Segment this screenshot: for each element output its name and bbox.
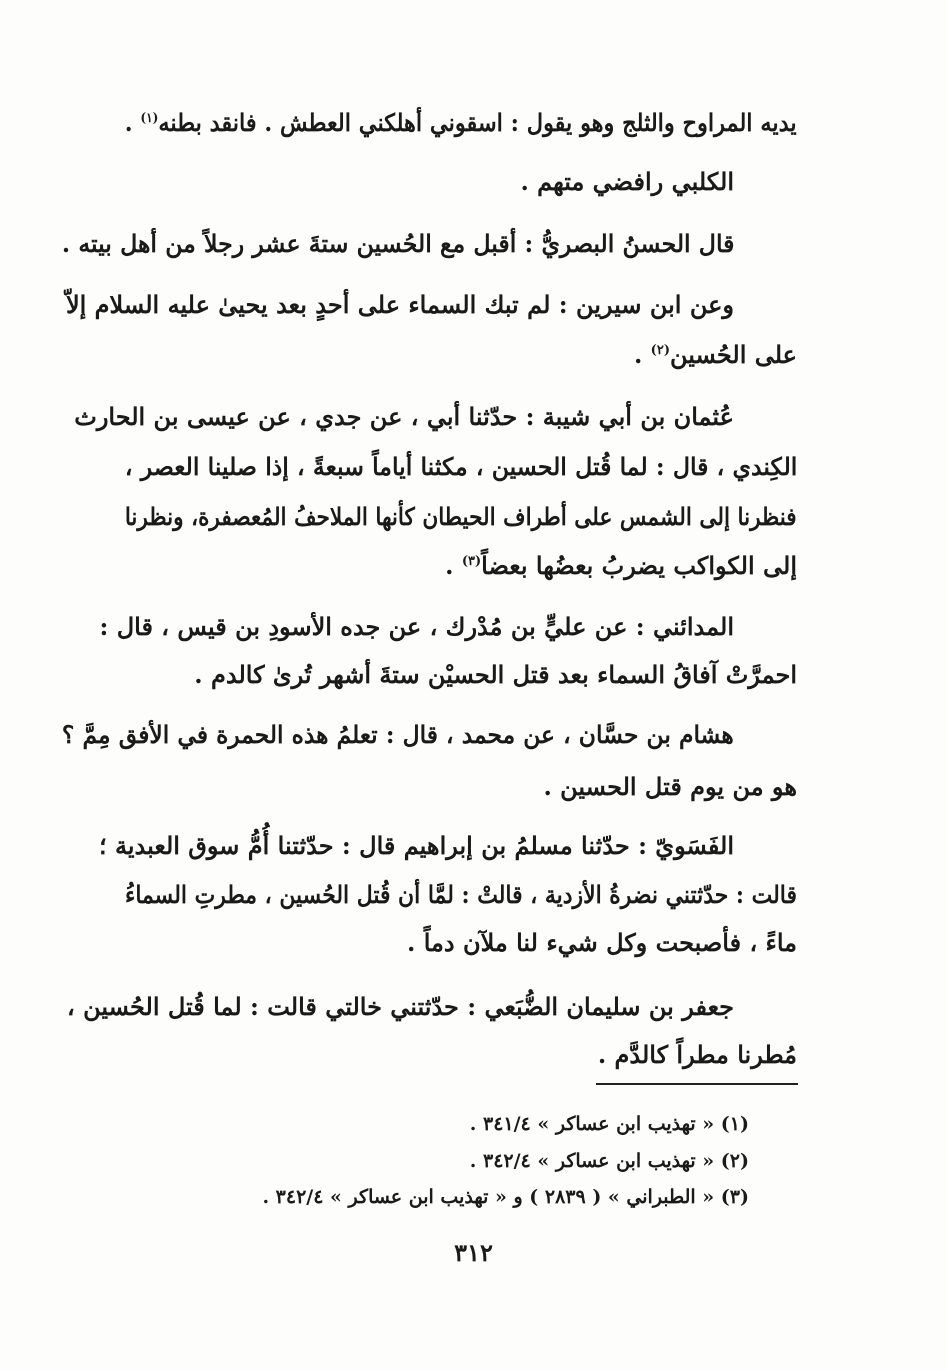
text-line <box>61 229 734 258</box>
line-end: . <box>445 551 462 580</box>
text-line <box>99 831 734 860</box>
line-text: جعفر بن سليمان الضُّبَعي : حدّثتني خالتي قالت : لما قُتل الحُسين ، <box>67 992 734 1021</box>
text-line <box>66 290 734 319</box>
footnote-ref: (٣) <box>461 554 482 569</box>
footnote-2: (٢) « تهذيب ابن عساكر » ٣٤٢/٤ . <box>469 1150 749 1172</box>
text-line <box>445 551 797 580</box>
text-line <box>407 928 797 957</box>
text-line <box>74 402 734 431</box>
page-number: ٣١٢ <box>454 1238 493 1267</box>
line-text: عُثمان بن أبي شيبة : حدّثنا أبي ، عن جدي ، عن عيسى بن الحارث <box>74 402 734 431</box>
text-line <box>598 1040 797 1069</box>
line-text: هو من يوم قتل الحسين . <box>543 772 797 801</box>
text-line <box>62 720 734 749</box>
line-text: الكلبي رافضي متهم . <box>520 167 734 196</box>
text-line <box>125 452 797 481</box>
footnote-ref: (٢) <box>650 343 670 358</box>
text-line <box>125 502 797 531</box>
line-text: فنظرنا إلى الشمس على أطراف الحيطان كأنها الملاحفُ المُعصفرة، ونظرنا <box>125 502 797 531</box>
text-line <box>543 772 797 801</box>
line-text: وعن ابن سيرين : لم تبك السماء على أحدٍ بعد يحيىٰ عليه السلام إلاّ <box>65 290 734 319</box>
footnote-1: (١) « تهذيب ابن عساكر » ٣٤١/٤ . <box>469 1113 749 1135</box>
line-text: الفَسَويّ : حدّثنا مسلمُ بن إبراهيم قال : حدّثتنا أُمُّ سوق العبدية ؛ <box>99 831 734 860</box>
text-line <box>125 880 797 909</box>
line-end: . <box>125 108 141 137</box>
line-text: إلى الكواكب يضربُ بعضُها بعضاً <box>481 551 797 580</box>
text-line <box>194 660 797 689</box>
line-text: الكِندي ، قال : لما قُتل الحسين ، مكثنا أياماً سبعةً ، إذا صلينا العصر ، <box>124 452 797 481</box>
text-line <box>67 992 734 1021</box>
line-text: قالت : حدّثتني نضرةُ الأزدية ، قالتْ : لمَّا أن قُتل الحُسين ، مطرتِ السماءُ <box>125 880 797 909</box>
footnote-ref: (١) <box>140 111 159 126</box>
line-text: يديه المراوح والثلج وهو يقول : اسقوني أهلكني العطش . فانقد بطنه <box>158 108 797 137</box>
text-line <box>520 167 734 196</box>
text-line <box>100 612 735 641</box>
line-text: المدائني : عن عليٍّ بن مُدْرك ، عن جده الأسودِ بن قيس ، قال : <box>99 612 734 641</box>
footnote-separator <box>596 1083 798 1085</box>
text-line <box>634 340 797 369</box>
line-text: هشام بن حسَّان ، عن محمد ، قال : تعلمُ هذه الحمرة في الأفق مِمَّ ؟ <box>62 720 734 749</box>
line-text: قال الحسنُ البصريُّ : أقبل مع الحُسين ستةَ عشر رجلاً من أهل بيته . <box>61 229 734 258</box>
line-text: ماءً ، فأصبحت وكل شيء لنا ملآن دماً . <box>407 928 797 957</box>
line-text: على الحُسين <box>669 340 797 369</box>
line-end: . <box>633 340 651 369</box>
text-line <box>125 108 797 137</box>
line-text: احمرَّتْ آفاقُ السماء بعد قتل الحسيْن ستةَ أشهر تُرىٰ كالدم . <box>194 660 797 689</box>
line-text: مُطرنا مطراً كالدَّم . <box>597 1040 797 1069</box>
footnote-3: (٣) « الطبراني » ( ٢٨٣٩ ) و « تهذيب ابن عساكر » ٣٤٢/٤ . <box>262 1186 749 1208</box>
